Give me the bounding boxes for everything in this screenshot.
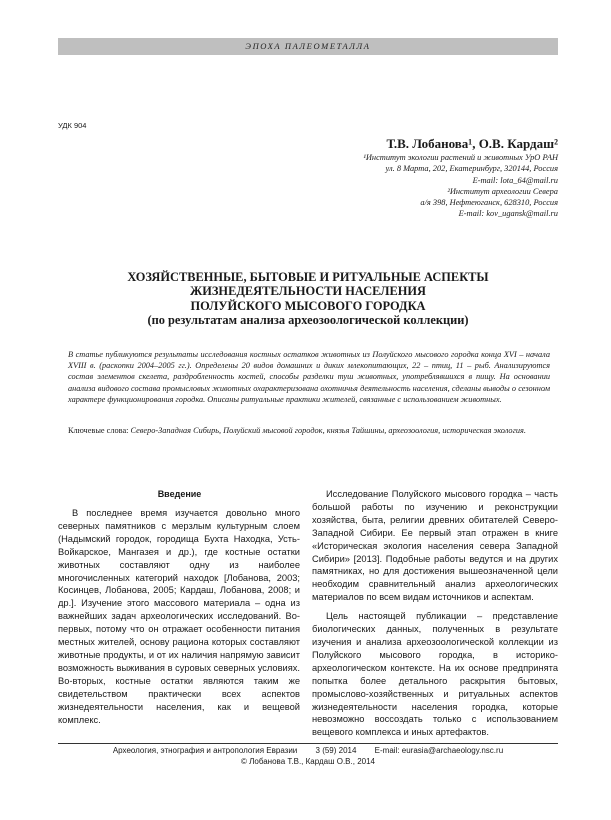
footer-journal-line	[58, 745, 558, 756]
journal-name: Археология, этнография и антропология Евразии	[112, 746, 298, 755]
affiliation-line: ул. 8 Марта, 202, Екатеринбург, 320144, Россия	[385, 164, 558, 174]
paragraph: В последнее время изучается довольно много северных памятников с мерзлым культурным слоем (Надымский городок, городища Бухта Находка, Усть-Войкарское, Мангазея и др.), где костные остатки животных составляют одну из наиболее многочисленных категорий находок [Лобанова, 2003; Косинцев, Лобанова, 2005; Кардаш, Лобанова, 2008; и др.]. Изучение этого массового материала – одна из важнейших задач археологических исследований. Во-первых, потому что он отражает особенности питания местных жителей, основу рациона которых составляют животные продукты, и от их наличия напрямую зависит возможность выживания в суровых северных условиях. Во-вторых, костные остатки являются таким же свидетельством практически всех аспектов жизнедеятельности населения, как и вещевой комплекс.	[58, 508, 300, 725]
body-column-right	[312, 488, 558, 739]
affiliations	[258, 152, 558, 220]
footer-divider	[58, 743, 558, 744]
article-title	[58, 270, 558, 328]
udk-code: УДК 904	[58, 121, 87, 130]
authors: Т.В. Лобанова¹, О.В. Кардаш²	[386, 136, 558, 151]
footer	[58, 745, 558, 767]
keywords-label: Ключевые слова:	[68, 426, 131, 435]
body-column-left	[58, 507, 300, 726]
title-subtitle: (по результатам анализа археозоологической коллекции)	[147, 313, 469, 328]
title-line: ХОЗЯЙСТВЕННЫЕ, БЫТОВЫЕ И РИТУАЛЬНЫЕ АСПЕКТЫ	[127, 270, 489, 284]
copyright: © Лобанова Т.В., Кардаш О.В., 2014	[241, 757, 375, 766]
affiliation-email[interactable]: E-mail: kov_ugansk@mail.ru	[458, 209, 558, 219]
title-line: ЖИЗНЕДЕЯТЕЛЬНОСТИ НАСЕЛЕНИЯ	[190, 284, 426, 299]
journal-issue: 3 (59) 2014	[315, 746, 357, 755]
keywords-text: Северо-Западная Сибирь, Полуйский мысовой городок, князья Тайшины, археозоология, историческая экология.	[130, 426, 526, 435]
section-heading-introduction: Введение	[157, 489, 202, 499]
running-header: ЭПОХА ПАЛЕОМЕТАЛЛА	[58, 38, 558, 55]
affiliation-line: а/я 398, Нефтеюганск, 628310, Россия	[420, 198, 558, 208]
abstract: В статье публикуются результаты исследования костных остатков животных из Полуйского мысового городка конца XVI – начала XVIII в. (раскопки 2004–2005 гг.). Определены 20 видов домашних и диких млекопитающих, 22 – птиц, 11 – рыб. Анализируются состав элементов скелета, раздробленность костей, способы разделки туш животных, употреблявшихся в пищу. На основании анализа видового состава промысловых животных охарактеризована охотничья деятельность населения, сделаны выводы о сезонном характере функционирования городка. Описаны ритуальные практики жителей, связанные с использованием животных.	[68, 350, 550, 404]
affiliation-line: ²Институт археологии Севера	[447, 186, 558, 196]
paragraph: Исследование Полуйского мысового городка – часть большой работы по изучению и реконструкции хозяйства, быта, религии древних обитателей Северо-Западной Сибири. Ее первый этап отражен в книге «Историческая экология населения севера Западной Сибири» [2013]. Подобные работы ведутся и на других памятниках, но для достижения вышеозначенной цели необходим сравнительный анализ археологических материалов по всем видам источников и аспектам.	[312, 489, 558, 603]
journal-email[interactable]: E-mail: eurasia@archaeology.nsc.ru	[374, 746, 504, 755]
title-line: ПОЛУЙСКОГО МЫСОВОГО ГОРОДКА	[190, 298, 426, 313]
paragraph: Цель настоящей публикации – представление биологических данных, полученных в результате изучения и анализа археозоологической коллекции из Полуйского мысового городка, в историко-археологическом контексте. На их основе предпринята попытка более детального раскрытия бытовых, промыслово-хозяйственных и ритуальных аспектов жизнедеятельности населения городка, которые невозможно воссоздать только с использованием вещевого комплекса и иных артефактов.	[312, 611, 558, 738]
affiliation-line: ¹Институт экологии растений и животных УрО РАН	[363, 153, 558, 162]
affiliation-email[interactable]: E-mail: lota_64@mail.ru	[472, 175, 558, 185]
keywords	[68, 425, 550, 436]
